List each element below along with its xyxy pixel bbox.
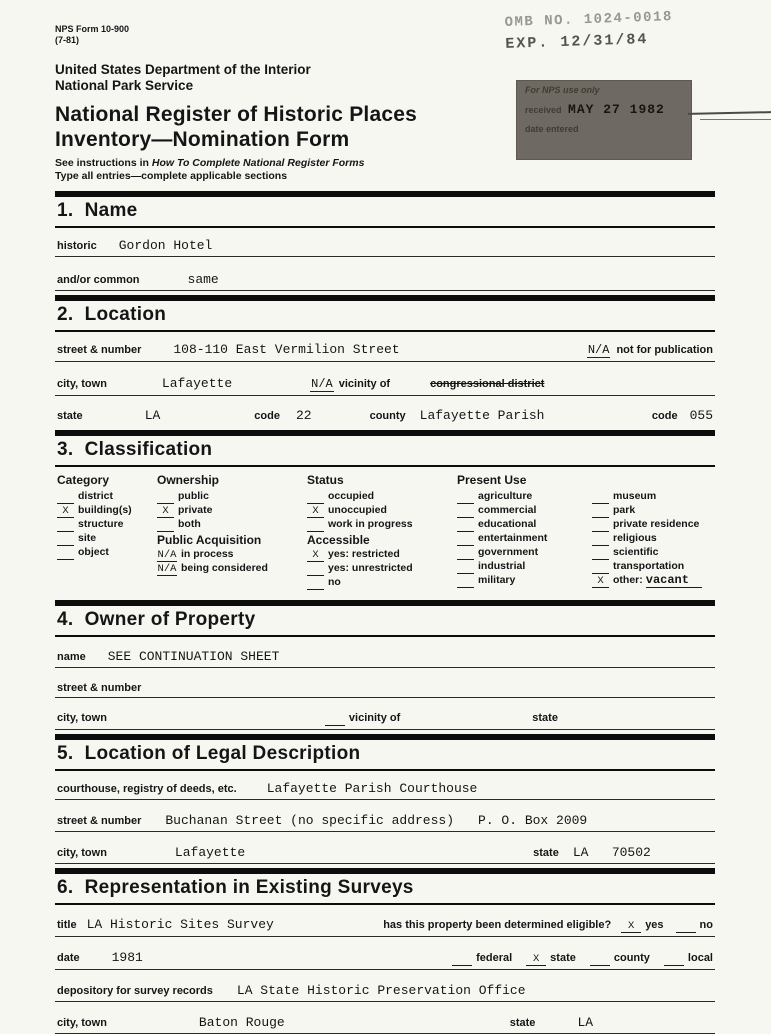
status-column (307, 473, 457, 590)
po-box-value: P. O. Box 2009 (478, 812, 588, 828)
section-rule (55, 635, 715, 637)
checkbox-blank: N/A (157, 548, 177, 561)
option-museum (592, 490, 715, 504)
checkbox-blank (307, 520, 324, 532)
option-unoccupied (307, 504, 457, 518)
field-street-number (55, 342, 715, 362)
checkbox-blank: X (57, 506, 74, 518)
option-label: military (478, 573, 516, 586)
checkbox-blank (307, 578, 324, 590)
field-owner-street (55, 682, 715, 698)
option-in-process (157, 548, 307, 562)
option-label: museum (613, 489, 657, 502)
option-no (307, 576, 457, 590)
section-name (55, 191, 715, 228)
local-level-label: local (687, 951, 713, 964)
checkbox-blank (57, 492, 74, 504)
received-date-stamp: MAY 27 1982 (568, 102, 665, 117)
option-other-vacant (592, 574, 715, 589)
checkbox-blank (592, 506, 609, 518)
title-label: title (57, 918, 77, 931)
checkbox-blank: X (592, 576, 609, 588)
field-courthouse (55, 781, 715, 800)
section-rule (55, 226, 715, 228)
checkbox-blank: N/A (157, 562, 177, 575)
other-value: vacant (646, 574, 702, 589)
option-work-in-progress (307, 518, 457, 532)
city-label: city, town (57, 711, 107, 724)
city-value: Lafayette (174, 844, 246, 860)
checkbox-blank (57, 534, 74, 546)
county-label: county (369, 409, 406, 422)
checkbox-blank (307, 564, 324, 576)
code2-label: code (651, 409, 678, 422)
option-label: scientific (613, 545, 659, 558)
option-label: commercial (478, 503, 537, 516)
option-commercial (457, 504, 592, 518)
state-code-value: 22 (295, 407, 312, 423)
public-acquisition-header: Public Acquisition (157, 532, 262, 547)
option-label: site (78, 531, 97, 544)
state-value: LA (144, 407, 161, 423)
option-label: district (78, 489, 114, 502)
received-label: received (525, 105, 562, 115)
present-use-column-2 (592, 473, 715, 590)
present-use-header: Present Use (457, 472, 527, 487)
field-survey-city (55, 1015, 715, 1034)
state-blank: X (526, 954, 546, 966)
section-title: 3. Classification (57, 438, 213, 460)
option-label: yes: unrestricted (328, 561, 413, 574)
option-label: government (478, 545, 539, 558)
section-surveys (55, 868, 715, 905)
state-level-label: state (550, 951, 576, 964)
option-label: industrial (478, 559, 526, 572)
option-label: public (178, 489, 209, 502)
checkbox-blank (457, 492, 474, 504)
section-location (55, 295, 715, 332)
option-occupied (307, 490, 457, 504)
option-buildings (57, 504, 157, 518)
state-label: state (509, 1016, 536, 1029)
eligible-no-label: no (699, 918, 713, 931)
city-label: city, town (57, 1016, 107, 1029)
courthouse-value: Lafayette Parish Courthouse (266, 780, 478, 796)
section-title: 5. Location of Legal Description (57, 742, 361, 764)
option-religious (592, 532, 715, 546)
omb-number: OMB NO. 1024-0018 (504, 9, 674, 31)
option-private (157, 504, 307, 518)
option-label: yes: restricted (328, 547, 400, 560)
instructions-line2: Type all entries—complete applicable sections (55, 169, 288, 182)
section-rule (55, 903, 715, 905)
state-value: LA 70502 (572, 844, 651, 860)
omb-expiration: EXP. 12/31/84 (505, 30, 649, 53)
section-owner (55, 600, 715, 637)
checkbox-blank: X (157, 506, 174, 518)
street-label: street & number (57, 343, 142, 356)
option-label: entertainment (478, 531, 548, 544)
street-label: street & number (57, 681, 142, 694)
street-label: street & number (57, 814, 142, 827)
eligible-question-label: has this property been determined eligible? (383, 918, 612, 931)
county-code-value: 055 (689, 407, 713, 423)
option-label: private (178, 503, 213, 516)
instructions (55, 157, 715, 183)
local-blank (664, 954, 684, 966)
eligible-yes-label: yes (645, 918, 664, 931)
option-military (457, 574, 592, 588)
vicinity-label: vicinity of (348, 711, 401, 724)
checkbox-blank: X (307, 550, 324, 562)
field-city-town (55, 376, 715, 396)
checkbox-blank (157, 492, 174, 504)
field-state-county (55, 408, 715, 426)
option-private-residence (592, 518, 715, 532)
checkbox-blank: X (307, 506, 324, 518)
checkbox-blank (592, 562, 609, 574)
not-for-publication-label: not for publication (616, 343, 713, 356)
option-label: work in progress (328, 517, 413, 530)
nps-box-title: For NPS use only (525, 85, 600, 95)
option-park (592, 504, 715, 518)
omb-stamp (504, 7, 674, 56)
section-rule (55, 330, 715, 332)
historic-value: Gordon Hotel (118, 237, 213, 253)
form-revision: (7-81) (55, 35, 80, 46)
option-label: building(s) (78, 503, 132, 516)
section-classification (55, 430, 715, 467)
status-header: Status (307, 472, 344, 487)
section-title: 6. Representation in Existing Surveys (57, 876, 414, 898)
depository-value: LA State Historic Preservation Office (236, 982, 526, 998)
county-blank (590, 954, 610, 966)
date-label: date (57, 951, 80, 964)
section-rule (55, 769, 715, 771)
field-legal-street (55, 813, 715, 832)
checkbox-blank (457, 520, 474, 532)
option-both (157, 518, 307, 532)
street-value: Buchanan Street (no specific address) (165, 812, 455, 828)
nps-use-only-box (516, 80, 692, 160)
checkbox-blank (592, 520, 609, 532)
common-value: same (187, 271, 219, 287)
checkbox-blank (457, 576, 474, 588)
code-label: code (254, 409, 280, 422)
option-site (57, 532, 157, 546)
survey-title-value: LA Historic Sites Survey (86, 916, 274, 932)
category-column (57, 473, 157, 590)
federal-label: federal (476, 951, 513, 964)
agency-name: National Park Service (55, 77, 194, 93)
classification-grid (55, 473, 715, 596)
option-public (157, 490, 307, 504)
vicinity-label: vicinity of (338, 377, 391, 390)
department-name: United States Department of the Interior (55, 61, 311, 77)
vicinity-na: N/A (311, 376, 333, 391)
option-label: both (178, 517, 201, 530)
date-value: 1981 (111, 949, 143, 965)
name-value: SEE CONTINUATION SHEET (107, 648, 280, 664)
county-value: Lafayette Parish (419, 407, 545, 423)
checkbox-blank (592, 534, 609, 546)
instructions-book-title: How To Complete National Register Forms (151, 156, 365, 169)
option-entertainment (457, 532, 592, 546)
federal-blank (452, 954, 472, 966)
state-label: state (533, 846, 559, 859)
common-label: and/or common (57, 273, 140, 286)
option-label: educational (478, 517, 537, 530)
courthouse-label: courthouse, registry of deeds, etc. (57, 782, 237, 795)
checkbox-blank (592, 492, 609, 504)
checkbox-blank (457, 534, 474, 546)
city-value: Baton Rouge (198, 1014, 285, 1030)
option-label: transportation (613, 559, 685, 572)
checkbox-blank (592, 548, 609, 560)
congressional-district-label: congressional district (430, 377, 545, 390)
city-value: Lafayette (161, 375, 233, 391)
checkbox-blank (457, 548, 474, 560)
option-label: unoccupied (328, 503, 387, 516)
option-label: private residence (613, 517, 700, 530)
field-historic-name (55, 238, 715, 257)
eligible-yes-blank: X (621, 921, 641, 933)
city-label: city, town (57, 377, 107, 390)
option-label: in process (181, 547, 234, 560)
date-entered-label: date entered (525, 124, 579, 134)
option-educational (457, 518, 592, 532)
option-object (57, 546, 157, 560)
not-for-publication-na: N/A (587, 342, 610, 357)
option-label: agriculture (478, 489, 533, 502)
eligible-no-blank (676, 921, 696, 933)
scan-artifact-line (700, 119, 771, 120)
document-title-line2: Inventory—Nomination Form (55, 127, 350, 151)
historic-label: historic (57, 239, 97, 252)
field-owner-city (55, 712, 715, 730)
section-title: 1. Name (57, 199, 138, 221)
option-label: occupied (328, 489, 375, 502)
instructions-prefix: See instructions in (55, 156, 152, 169)
option-industrial (457, 560, 592, 574)
option-label: structure (78, 517, 124, 530)
option-transportation (592, 560, 715, 574)
option-label: being considered (181, 561, 268, 574)
option-label: no (328, 575, 341, 588)
category-header: Category (57, 472, 110, 487)
field-common-name (55, 272, 715, 291)
form-number: NPS Form 10-900 (55, 24, 130, 34)
field-depository (55, 983, 715, 1002)
option-district (57, 490, 157, 504)
field-legal-city (55, 845, 715, 864)
option-agriculture (457, 490, 592, 504)
county-level-label: county (613, 951, 650, 964)
city-label: city, town (57, 846, 107, 859)
section-rule (55, 465, 715, 467)
vicinity-blank (325, 714, 345, 726)
depository-label: depository for survey records (57, 984, 213, 997)
option-structure (57, 518, 157, 532)
accessible-header: Accessible (307, 532, 370, 547)
state-label: state (57, 409, 83, 422)
ownership-column (157, 473, 307, 590)
document-title-line1: National Register of Historic Places (55, 102, 417, 126)
state-label: state (532, 711, 558, 724)
checkbox-blank (157, 520, 174, 532)
section-legal-description (55, 734, 715, 771)
street-value: 108-110 East Vermilion Street (173, 341, 400, 357)
option-yes-unrestricted (307, 562, 457, 576)
checkbox-blank (57, 520, 74, 532)
option-scientific (592, 546, 715, 560)
checkbox-blank (307, 492, 324, 504)
state-value: LA (577, 1014, 594, 1030)
option-label: religious (613, 531, 657, 544)
checkbox-blank (457, 506, 474, 518)
checkbox-blank (457, 562, 474, 574)
option-yes-restricted (307, 548, 457, 562)
field-owner-name (55, 649, 715, 668)
ownership-header: Ownership (157, 472, 220, 487)
option-label: other: (613, 573, 643, 586)
scan-artifact-line (688, 111, 771, 115)
field-survey-date (55, 950, 715, 970)
field-survey-title (55, 917, 715, 937)
option-government (457, 546, 592, 560)
checkbox-blank (57, 548, 74, 560)
section-title: 4. Owner of Property (57, 608, 256, 630)
received-row (525, 102, 683, 117)
option-label: object (78, 545, 109, 558)
present-use-column-1 (457, 473, 592, 590)
name-label: name (57, 650, 86, 663)
option-label: park (613, 503, 636, 516)
option-being-considered (157, 562, 307, 576)
section-title: 2. Location (57, 303, 167, 325)
